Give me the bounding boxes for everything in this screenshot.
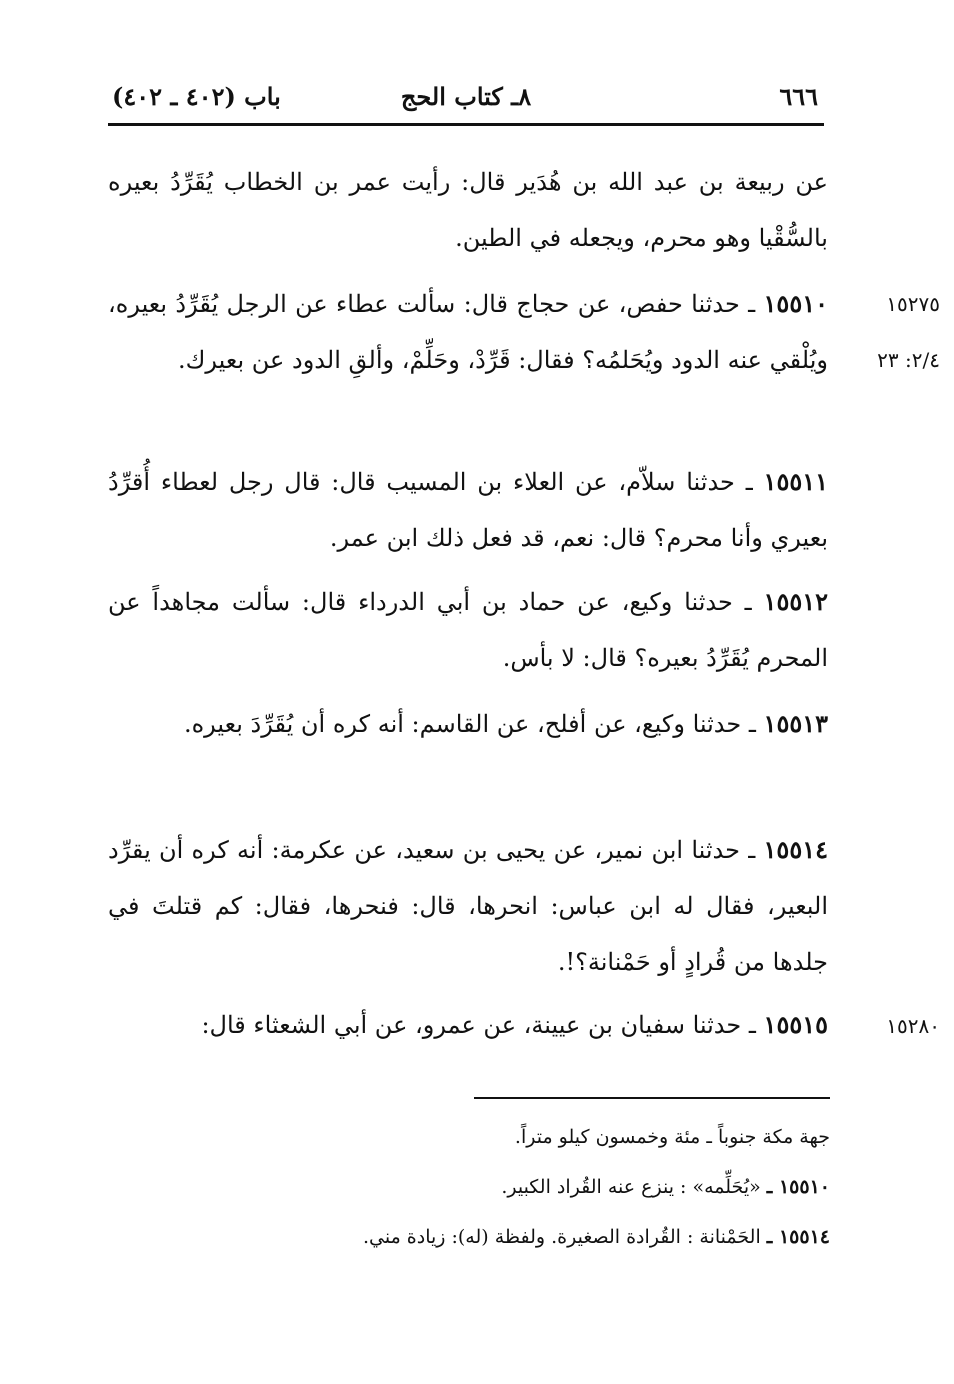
footnote-text: الحَمْنانة : القُرادة الصغيرة. ولفظة (له): زيادة مني. [362, 1226, 761, 1248]
hadith-text: ـ حدثنا سفيان بن عيينة، عن عمرو، عن أبي الشعثاء قال: [201, 1011, 756, 1039]
hadith-number: ١٥٥١٣ [763, 709, 828, 738]
hadith-number: ١٥٥١٥ [763, 1010, 828, 1039]
hadith-number: ١٥٥١٢ [763, 587, 828, 616]
hadith-number: ١٥٥١١ [763, 467, 828, 496]
footnote-text: جهة مكة جنوباً ـ مئة وخمسون كيلو متراً. [514, 1126, 830, 1148]
margin-reference: ٢/٤: ٢٣ [877, 348, 940, 372]
paragraph-text: عن ربيعة بن عبد الله بن هُدَير قال: رأيت عمر بن الخطاب يُقَرِّدُ بعيره بالسُّقْيا وهو محرم، ويجعله في الطين. [108, 168, 828, 252]
paragraph-continuation [108, 154, 828, 266]
footnote [250, 1112, 830, 1162]
footnote [250, 1162, 830, 1212]
hadith-text: ـ حدثنا وكيع، عن حماد بن أبي الدرداء قال: سألت مجاهداً عن المحرم يُقَرِّدُ بعيره؟ قال: لا بأس. [108, 588, 828, 672]
hadith-paragraph [108, 822, 828, 990]
footnote-number: ١٥٥١٤ ـ [766, 1226, 830, 1248]
hadith-paragraph [108, 276, 828, 388]
hadith-text: ـ حدثنا سلاّم، عن العلاء بن المسيب قال: قال رجل لعطاء أُقرِّدُ بعيري وأنا محرم؟ قال: نعم، قد فعل ذلك ابن عمر. [108, 468, 828, 552]
hadith-paragraph [108, 997, 828, 1053]
footnote-divider [474, 1097, 830, 1099]
hadith-paragraph [108, 696, 828, 752]
margin-reference: ١٥٢٨٠ [886, 1014, 940, 1038]
footnote-text: «يُحَلِّمه» : ينزع عنه القُراد الكبير. [501, 1176, 761, 1198]
hadith-text: ـ حدثنا حفص، عن حجاج قال: سألت عطاء عن الرجل يُقَرِّدُ بعيره، ويُلْقي عنه الدود ويُحَلمُه؟ فقال: قَرِّدْ، وحَلِّمْ، وألقِ الدود عن بعيرك. [108, 290, 828, 374]
margin-reference: ١٥٢٧٥ [886, 292, 940, 316]
footnotes [250, 1112, 830, 1262]
hadith-number: ١٥٥١٠ [763, 289, 828, 318]
page-header [108, 78, 824, 118]
header-divider [108, 123, 824, 126]
hadith-text: ـ حدثنا وكيع، عن أفلح، عن القاسم: أنه كره أن يُقَرِّدَ بعيره. [183, 710, 756, 738]
chapter-range: باب (٤٠٢ ـ ٤٠٢) [112, 82, 281, 111]
page-number: ٦٦٦ [779, 82, 818, 111]
footnote-number: ١٥٥١٠ ـ [766, 1176, 830, 1198]
book-title: ٨ـ كتاب الحج [400, 82, 532, 111]
hadith-paragraph [108, 574, 828, 686]
hadith-paragraph [108, 454, 828, 566]
hadith-number: ١٥٥١٤ [763, 835, 828, 864]
footnote [250, 1212, 830, 1262]
hadith-text: ـ حدثنا ابن نمير، عن يحيى بن سعيد، عن عكرمة: أنه كره أن يقرِّد البعير، فقال له ابن عباس: انحرها، قال: فنحرها، فقال: كم قتلتَ في جلدها من قُرادٍ أو حَمْنانة؟!. [108, 836, 828, 976]
